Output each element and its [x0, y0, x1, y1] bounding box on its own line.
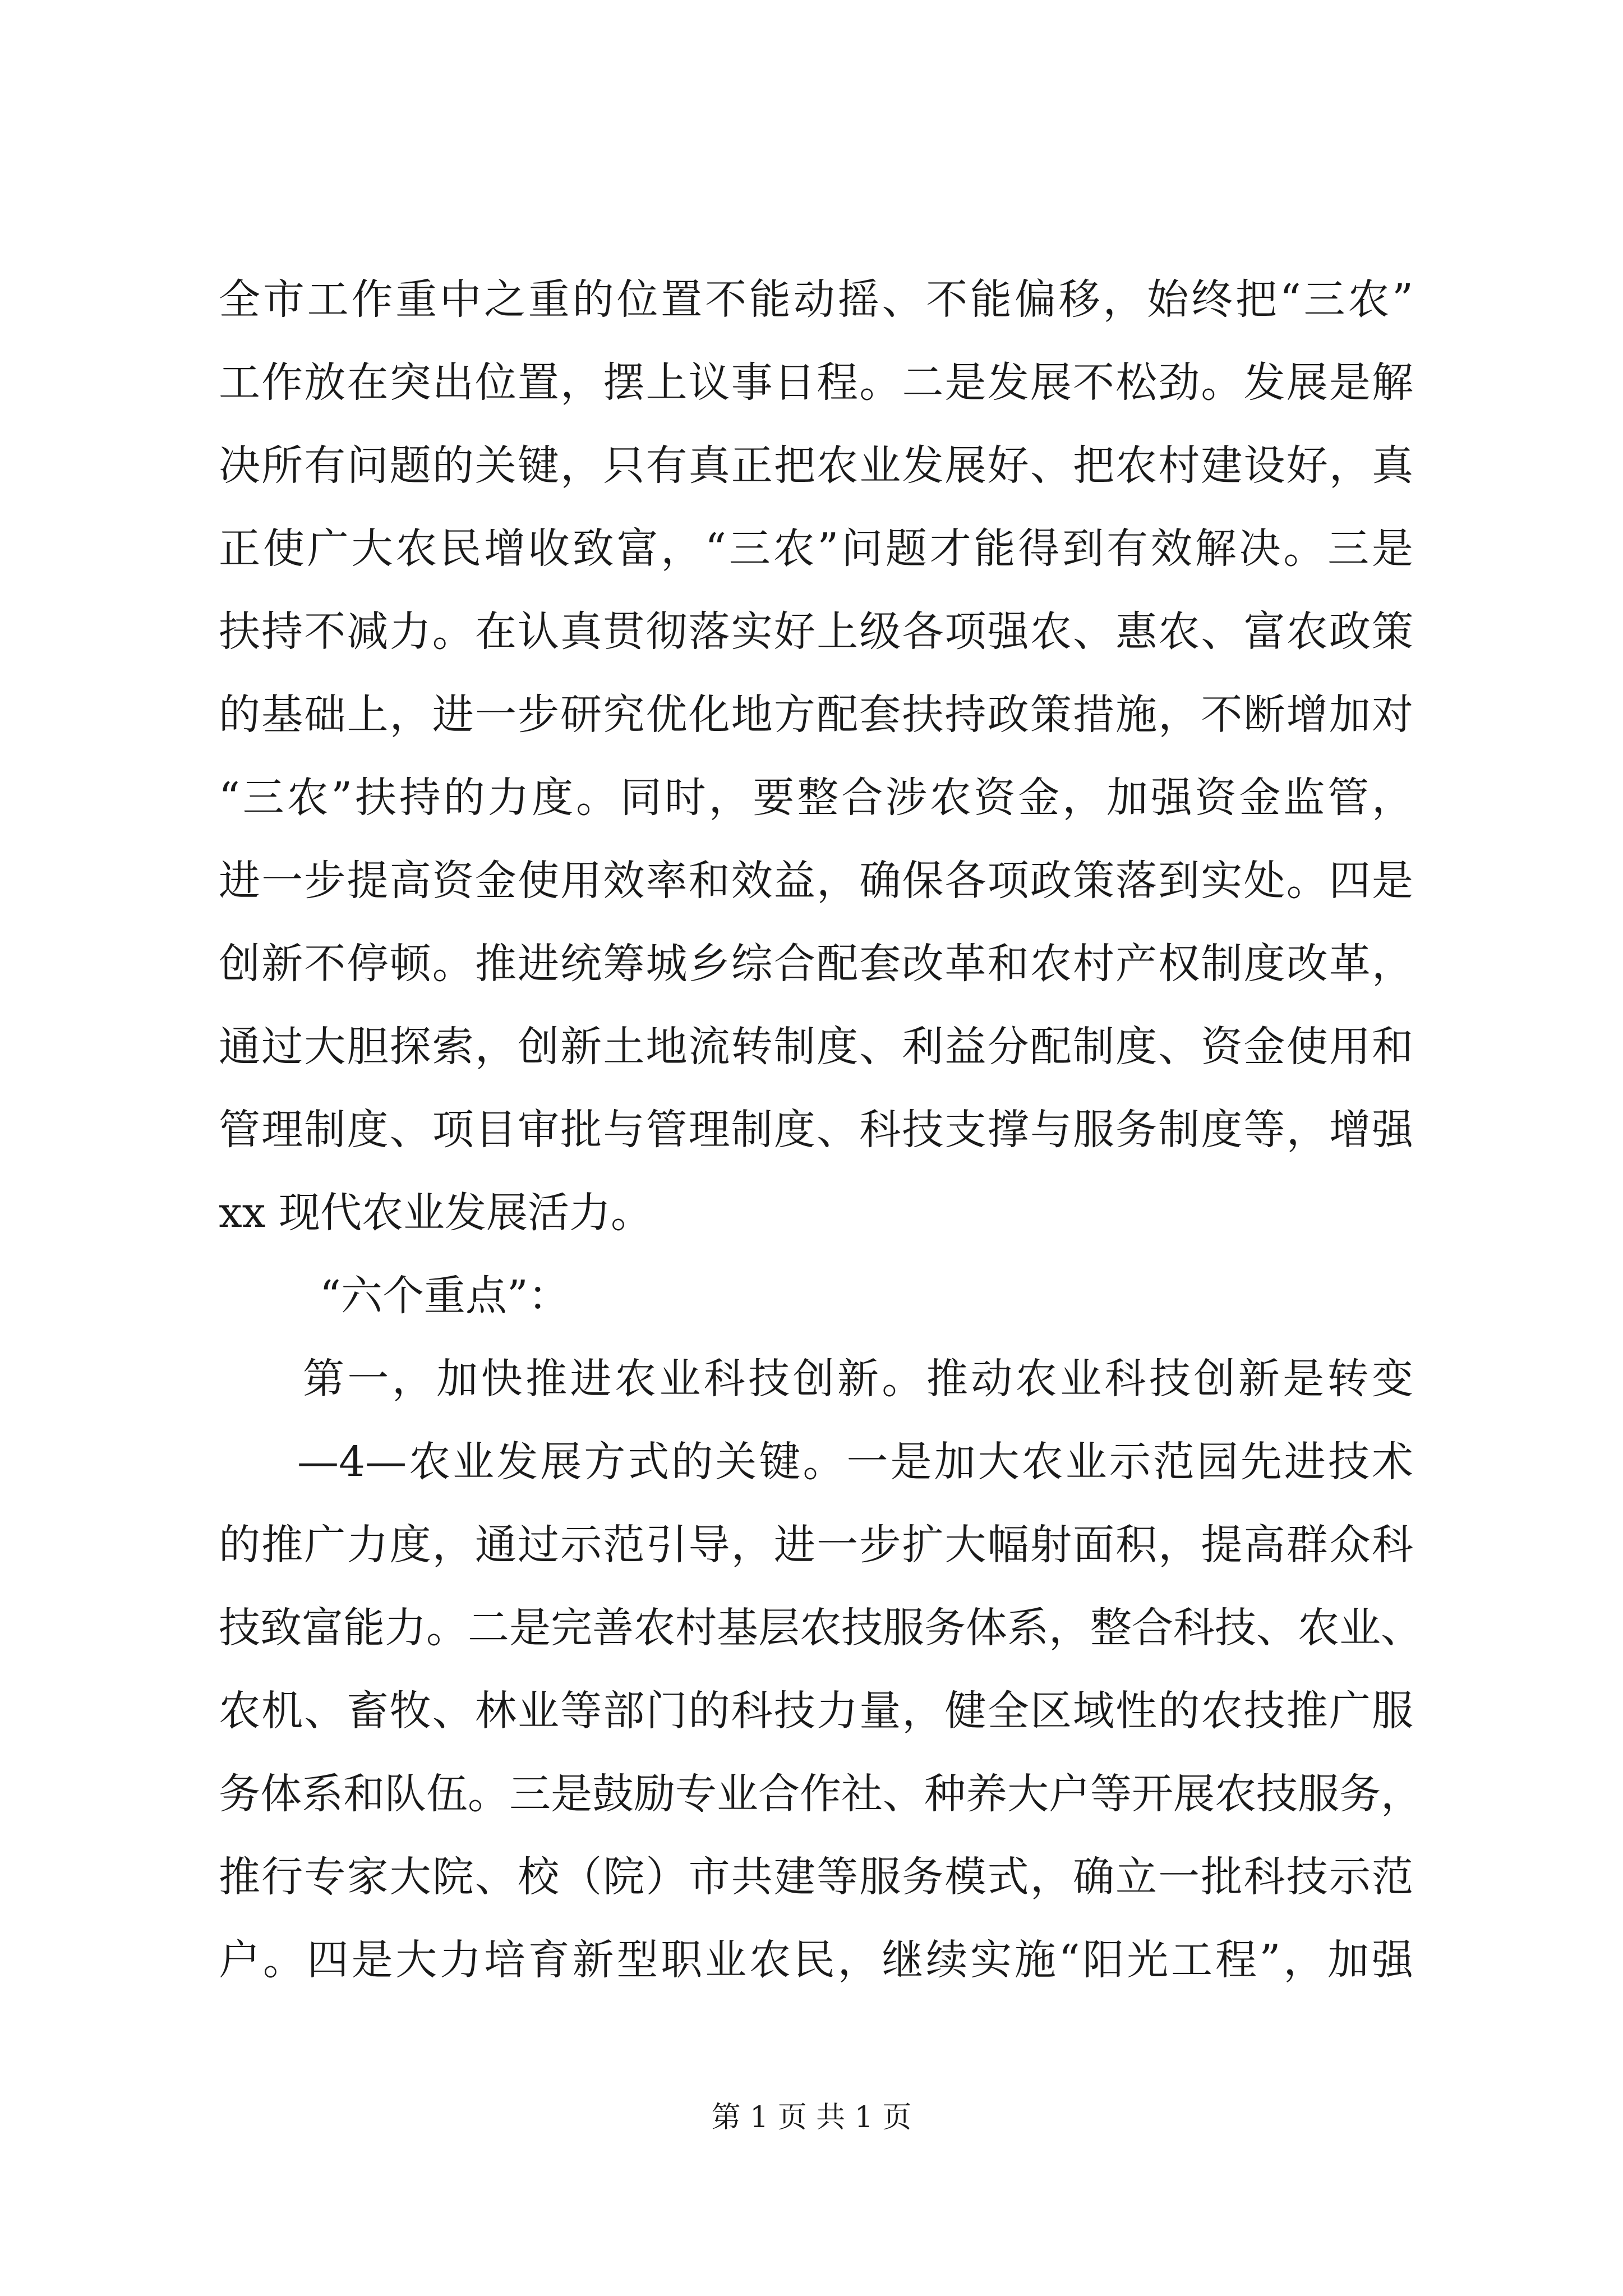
text-line-10: 通过大胆探索，创新土地流转制度、利益分配制度、资金使用和: [219, 1023, 1413, 1071]
text-line-1: 全市工作重中之重的位置不能动摇、不能偏移，始终把“三农”: [219, 275, 1413, 324]
text-line-16: 的推广力度，通过示范引导，进一步扩大幅射面积，提高群众科: [219, 1521, 1413, 1569]
text-line-21: 户。四是大力培育新型职业农民，继续实施“阳光工程”，加强: [219, 1936, 1413, 1984]
document-body: [219, 258, 1422, 2001]
text-line-2: 工作放在突出位置，摆上议事日程。二是发展不松劲。发展是解: [219, 358, 1413, 407]
text-line-20: 推行专家大院、校（院）市共建等服务模式，确立一批科技示范: [219, 1853, 1413, 1901]
text-line-19: 务体系和队伍。三是鼓励专业合作社、种养大户等开展农技服务，: [219, 1770, 1422, 1818]
text-line-5: 扶持不减力。在认真贯彻落实好上级各项强农、惠农、富农政策: [219, 608, 1413, 656]
text-line-18: 农机、畜牧、林业等部门的科技力量，健全区域性的农技推广服: [219, 1687, 1413, 1735]
text-line-7: “三农”扶持的力度。同时，要整合涉农资金，加强资金监管，: [219, 774, 1413, 822]
text-line-11: 管理制度、项目审批与管理制度、科技支撑与服务制度等，增强: [219, 1106, 1413, 1154]
text-line-14: 第一，加快推进农业科技创新。推动农业科技创新是转变: [303, 1355, 1413, 1403]
text-line-15: —4—农业发展方式的关键。一是加大农业示范园先进技术: [297, 1438, 1413, 1486]
text-line-3: 决所有问题的关键，只有真正把农业发展好、把农村建设好，真: [219, 441, 1413, 490]
text-line-8: 进一步提高资金使用效率和效益，确保各项政策落到实处。四是: [219, 857, 1413, 905]
text-line-6: 的基础上，进一步研究优化地方配套扶持政策措施，不断增加对: [219, 691, 1413, 739]
text-line-12: xx 现代农业发展活力。: [219, 1189, 652, 1237]
text-line-17: 技致富能力。二是完善农村基层农技服务体系，整合科技、农业、: [219, 1604, 1422, 1652]
text-line-4: 正使广大农民增收致富，“三农”问题才能得到有效解决。三是: [219, 524, 1413, 573]
page-footer: 第 1 页 共 1 页: [711, 2101, 912, 2134]
section-heading: “六个重点”：: [320, 1272, 570, 1320]
text-line-9: 创新不停顿。推进统筹城乡综合配套改革和农村产权制度改革，: [219, 940, 1413, 988]
